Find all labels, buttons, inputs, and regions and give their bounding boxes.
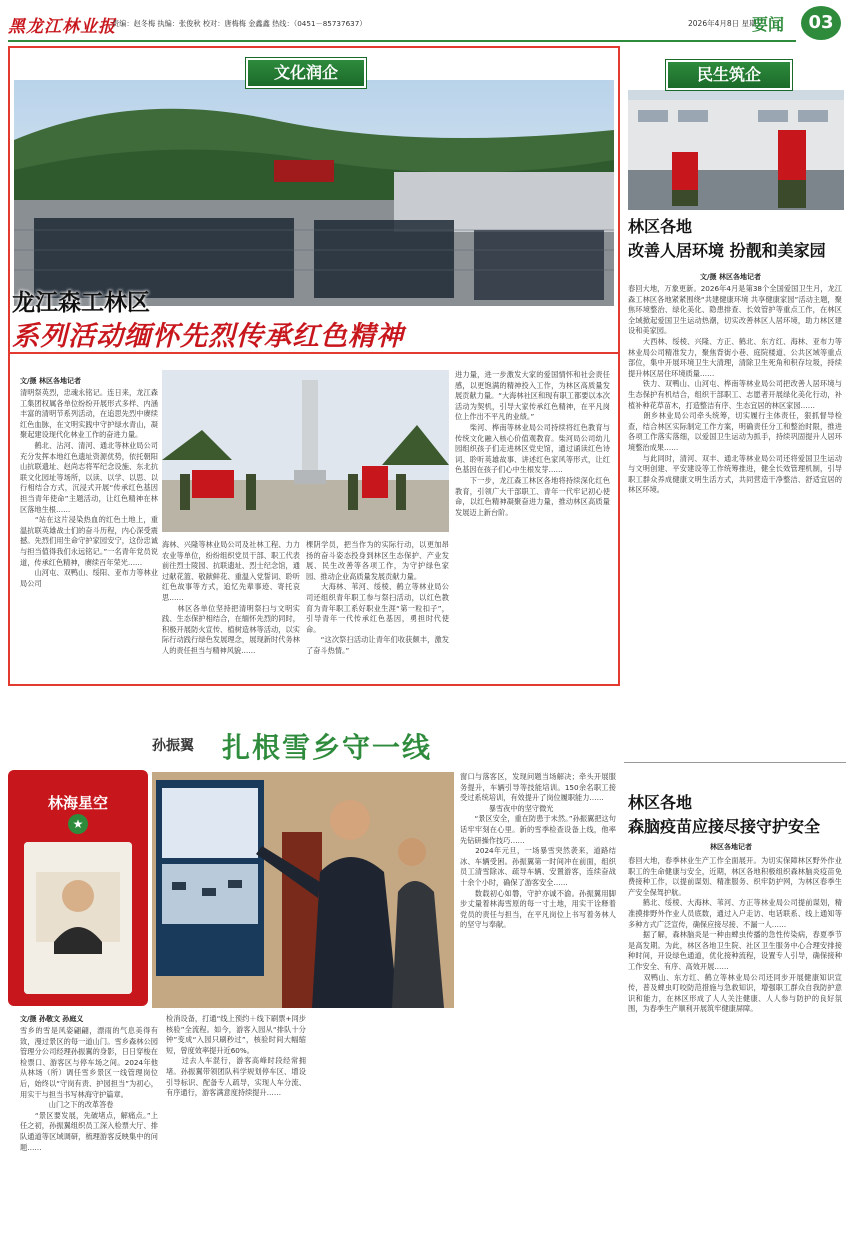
portrait-image — [24, 842, 132, 994]
monitor-room-image — [152, 772, 454, 1008]
profile-author: 孙振翼 — [152, 738, 194, 754]
profile-column-2: 检消设备，打通“线上预约＋线下刷票+同步核验”全流程。如今，游客入园从“排队十分钟”变成“入园只刷秒过”，核验时间大幅缩短，曾度效率提升近60%。 过去人车混行，游客高峰时段经常拥堵。孙振翼带领团队科学规划停车区、增设引导标识、配备专人疏导，实现人车分流、有序通行，游客满意度持续提升…… — [166, 1014, 306, 1098]
livelihood-headline-2: 改善人居环境 扮靓和美家园 — [628, 241, 826, 260]
culture-column-3: 棵阴学员，把当作为的实际行动，以更加昂扬的奋斗姿态投身到林区生态保护、产业发展、民生改善等各项工作，为守护绿色家园、推动企业高质量发展贡献力量。 大海林、苇河、绥棱、鹤立等林业局公司还组织青年职工参与祭扫活动，以红色教育为青年职工系好职业生涯“第一粒扣子”，引导青年一代传承红色基因，勇担时代使命。 “这次祭扫活动让青年们收获颇丰，激发了奋斗热情。” — [306, 540, 449, 655]
monument-photo-image — [162, 370, 449, 532]
culture-headline-1: 龙江森工林区 — [12, 290, 150, 316]
culture-headline-2: 系列活动缅怀先烈传承红色精神 — [12, 321, 404, 352]
epidemic-headline-2: 森脑疫苗应接尽接守护安全 — [628, 817, 821, 836]
profile-headline: 扎根雪乡守一线 — [222, 731, 433, 764]
livelihood-body: 春回大地，万象更新。2026年4月是第38个全国爱国卫生月，龙江森工林区各地紧紧围绕“共建健康环境 共享健康家园”活动主题，聚焦环境整治、绿化美化、隐患排查、长效管护等重点工作，在林区全域掀起爱国卫生运动热潮，切实改善林区人居环境，助力林区建设和美家园。 大西林、绥棱、兴隆、方正、鹤北、东方红、海林、亚布力等林业局公司精准发力，聚焦背街小巷、庭院楼道、公共区域等重点部位，集中开展环境卫生大清理，清除卫生死角和积存垃圾，持续提升林区居住环境质量…… 铁力、双鸭山、山河屯、桦南等林业局公司把改善人居环境与生态保护有机结合，组织干部职工、志愿者开展绿化美化行动，补植补种花草苗木，打造整洁有序、生态宜居的林区家园…… 朗乡林业局公司牵头统筹，切实履行主体责任，狠抓督导检查，结合林区实际制定工作方案，明确责任分工和整治时限，推进各项工作落实落细，以爱国卫生运动为抓手，持续巩固提升人居环境整治成果…… 与此同时，清河、双丰、通北等林业局公司还将爱国卫生运动与文明创建、平安建设等工作统筹推进，健全长效管理机制，引导职工群众养成健康文明生活方式，共同营造干净整洁、舒适宜居的林区环境。 — [628, 284, 842, 495]
epidemic-headline-1: 林区各地 — [628, 793, 693, 812]
right-column-divider — [624, 762, 846, 763]
livelihood-tag: 民生筑企 — [666, 60, 792, 90]
volunteers-photo-image — [628, 90, 844, 210]
monitor-room-photo — [152, 772, 454, 1008]
culture-tag: 文化润企 — [246, 58, 366, 88]
star-emblem-icon: ★ — [68, 814, 88, 834]
page-number-badge — [801, 6, 841, 40]
culture-column-2: 海林、兴隆等林业局公司及社林工程、力力农业等单位，纷纷组织党员干部、职工代表前往烈士陵园、抗联遗址、烈士纪念馆，通过献花篮、敬献鲜花、重温入党誓词、聆听红色故事等方式，追忆先辈事迹、寄托哀思…… 林区各单位坚持把清明祭扫与文明实践、生态保护相结合，在缅怀先烈的同时，积极开展防火宣传、植树造林等活动，以实际行动践行绿色发展理念，展现新时代务林人的责任担当与精神风貌…… — [162, 540, 300, 655]
ceremony-photo-image — [14, 80, 614, 306]
masthead — [0, 0, 850, 46]
profile-column-1: 雪乡的雪是风姿翩翩，漂雨的气息美得有致，漫过景区的每一道山门。雪乡森林公园管理分公司经理孙振翼的身影，日日穿梭在检票口、游客区与停车场之间。2024年他从林场（所）调任雪乡景区一线管理岗位后，始终以“守岗有责、护园担当”为初心，用实干与担当书写林海守护篇章。 山门之下的改革答卷 “景区要发展，先破堵点，解痛点。”上任之初，孙振翼组织员工深入检票大厅、排队通道等区域调研，梳理游客反映集中的问题…… — [20, 1026, 158, 1152]
epidemic-body: 春回大地，春季林业生产工作全面展开。为切实保障林区野外作业职工的生命健康与安全，近期，林区各地积极组织森林脑炎疫苗免费接种工作，以提前谋划、精准服务、织牢防护网，为林区春季生产安全保驾护航。 鹤北、绥棱、大海林、苇河、方正等林业局公司提前谋划，精准摸排野外作业人员底数，通过入户走访、电话联系、线上通知等多种方式广泛宣传，确保应接尽接、不漏一人…… 据了解，森林脑炎是一种由蜱虫传播的急性传染病，春夏季节是高发期。为此，林区各地卫生院、社区卫生服务中心合理安排接种时间，开设绿色通道，优化接种流程，设置专人引导，确保接种工作安全、有序、高效开展…… 双鸭山、东方红、鹤立等林业局公司还同步开展健康知识宣传，普及蜱虫叮咬防范措施与急救知识，增强职工群众自我防护意识和能力，在林区形成了人人关注健康、人人参与防护的良好氛围，为春季生产顺利开展筑牢健康屏障。 — [628, 856, 842, 1014]
newspaper-logo: 黑龙江林业报 — [8, 17, 116, 37]
culture-column-1: 清明祭英烈，忠魂永铭记。连日来，龙江森工集团权属各单位纷纷开展形式多样、内涵丰富的清明节系列活动，在追思先烈中赓续红色血脉，在文明实践中守护绿水青山，凝聚起建设现代化林业工作的奋进力量。 鹤北、沾河、清河、通北等林业局公司充分发挥本地红色遗址资源优势，依托朝阳山抗联遗址、赵尚志将军纪念设施、东北抗联文化园址等场所，以读、以学、以思、以行相结合方式，沉浸式开展“传承红色基因 担当青年使命”主题活动，让红色精神在林区落地生根…… “站在这片浸染热血的红色土地上，重温抗联英雄战士们的奋斗历程，内心深受震撼。先烈们用生命守护家园安宁，这份忠诚与担当值得我们永远铭记。”一名青年党员说道，传承红色精神，赓续百年荣光…… 山河屯、双鸭山、绥阳、亚布力等林业局公司 — [20, 388, 158, 588]
section-name: 要闻 — [752, 15, 785, 34]
star-box-title: 林海星空 — [47, 794, 108, 812]
portrait-photo — [24, 842, 132, 994]
star-box — [8, 770, 148, 1006]
editor-info: 责编：赵冬梅 执编：张俊秋 校对：唐梅梅 金鑫鑫 热线：（0451－85737637） — [112, 19, 367, 28]
ceremony-photo — [14, 80, 614, 306]
epidemic-byline: 林区各地记者 — [710, 843, 752, 851]
culture-byline: 文/摄 林区各地记者 — [20, 377, 81, 385]
issue-date: 2026年4月8日 星期三 — [688, 19, 765, 28]
profile-column-3b — [312, 1014, 454, 1236]
culture-column-4: 进力量，进一步激发大家的爱国情怀和社会责任感，以更饱满的精神投入工作，为林区高质量发展贡献力量。“大海林社区和现有职工都要以本次活动为契机，引导大家传承红色精神，在平凡岗位上作出不平凡的业绩。” 柴河、桦南等林业局公司持续将红色教育与传统文化融入核心价值观教育。柴河局公司幼儿园组织孩子们走进林区党史馆，通过诵读红色诗词、聆听英雄故事、讲述红色家风等形式，让红色基因在孩子们心中生根发芽…… 下一步，龙江森工林区各地将持续深化红色教育，引领广大干部职工、青年一代牢记初心使命，以红色精神凝聚奋进力量，推动林区高质量发展迈上新台阶。 — [455, 370, 610, 517]
monument-photo — [162, 370, 449, 532]
profile-byline: 文/摄 孙敬文 孙庭义 — [20, 1015, 84, 1023]
livelihood-headline-1: 林区各地 — [628, 217, 693, 236]
profile-column-3: 窗口与落客区，发现问题当场解决；牵头开展服务提升，车辆引导等技能培训。150余名职工接受过系统培训，有效提升了岗位履职能力…… 暴雪夜中的坚守微光 “景区安全，重在防患于未然。”孙振翼把这句话牢牢刻在心里。新的雪季检查设备上线，他率先钻研操作技巧…… 2024年元旦，一场暴雪突然袭来，道路结冰、车辆受困。孙振翼第一时间冲在前面，组织员工清雪除冰、疏导车辆、安置游客，连续奋战十余个小时，确保了游客安全…… 数载初心如磐，守护亦诚不渝。孙振翼用脚步丈量着林海雪原的每一寸土地，用实干诠释着党员的责任与担当，在平凡岗位上书写着务林人的坚守与奉献。 — [460, 772, 616, 930]
livelihood-byline: 文/摄 林区各地记者 — [700, 273, 761, 281]
volunteers-photo — [628, 90, 844, 210]
page-number: 03 — [808, 12, 834, 33]
masthead-rule — [8, 40, 796, 42]
